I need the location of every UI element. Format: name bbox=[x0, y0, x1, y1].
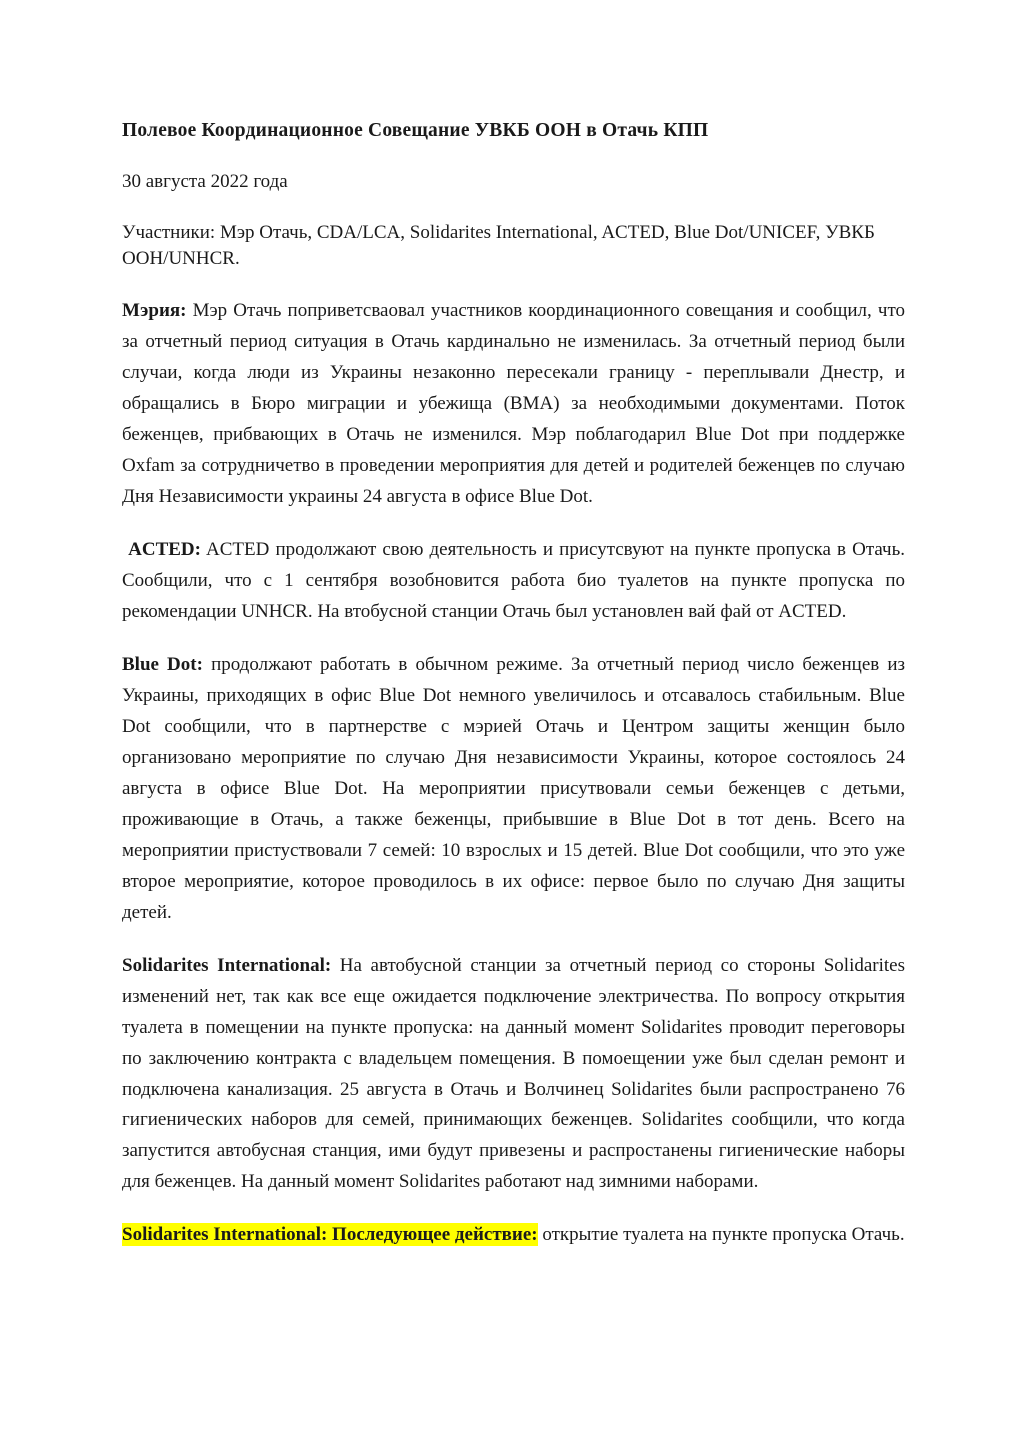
section-solidarites-followup-body: открытие туалета на пункте пропуска Отачь. bbox=[537, 1224, 905, 1246]
section-acted bbox=[122, 535, 905, 628]
section-blue-dot bbox=[122, 650, 905, 929]
section-blue-dot-body: продолжают работать в обычном режиме. За отчетный период число беженцев из Украины, приходящих в офис Blue Dot немного увеличилось и отсавалось стабильным. Blue Dot сообщили, что в партнерстве с мэрией Отачь и Центром защиты женщин было организовано мероприятие по случаю Дня независимости Украины, которое состоялось 24 августа в офисе Blue Dot. На мероприятии присутвовали семьи беженцев с детьми, проживающие в Отачь, а также беженцы, прибывшие в Blue Dot в тот день. Всего на мероприятии пристуствовали 7 семей: 10 взрослых и 15 детей. Blue Dot сообщили, что это уже второе мероприятие, которое проводилось в их офисе: первое было по случаю Дня защиты детей. bbox=[122, 653, 906, 923]
participants-line: Участники: Мэр Отачь, CDA/LCA, Solidarites International, ACTED, Blue Dot/UNICEF, УВКБ ООН/UNHCR. bbox=[122, 221, 875, 269]
meeting-date: 30 августа 2022 года bbox=[122, 171, 288, 193]
section-solidarites-body: На автобусной станции за отчетный период со стороны Solidarites изменений нет, так как все еще ожидается подключение электричества. По вопросу открытия туалета в помещении на пункте пропуска: на данный момент Solidarites проводит переговоры по заключению контракта с владельцем помещения. В помоещении уже был сделан ремонт и подключена канализация. 25 августа в Отачь и Волчинец Solidarites были распространено 76 гигиенических наборов для семей, принимающих беженцев. Solidarites сообщили, что когда запустится автобусная станция, ими будут привезены и распростанены гигиенические наборы для беженцев. На данный момент Solidarites работают над зимними наборами. bbox=[122, 954, 905, 1193]
section-solidarites-followup bbox=[122, 1220, 905, 1251]
page-title: Полевое Координационное Совещание УВКБ ООН в Отачь КПП bbox=[122, 120, 709, 141]
section-solidarites bbox=[122, 951, 905, 1199]
section-solidarites-followup-lead: Solidarites International: Последующее действие: bbox=[122, 1224, 538, 1246]
section-solidarites-lead: Solidarites International: bbox=[122, 954, 332, 976]
section-mayoralty bbox=[122, 296, 905, 513]
section-mayoralty-body: Мэр Отачь поприветсваовал участников координационного совещания и сообщил, что за отчетный период ситуация в Отачь кардинально не изменилась. За отчетный период были случаи, когда люди из Украины незаконно пересекали границу - переплывали Днестр, и обращались в Бюро миграции и убежища (ВМА) за необходимыми документами. Поток беженцев, прибвающих в Отачь не изменился. Мэр поблагодарил Blue Dot при поддержке Oxfam за сотрудничетво в проведении мероприятия для детей и родителей беженцев по случаю Дня Независимости украины 24 августа в офисе Blue Dot. bbox=[122, 300, 905, 508]
section-blue-dot-lead: Blue Dot: bbox=[122, 653, 203, 675]
section-acted-body: ACTED продолжают свою деятельность и присутсвуют на пункте пропуска в Отачь. Сообщили, что с 1 сентября возобновится работа био туалетов на пункте пропуска по рекомендации UNHCR. На втобусной станции Отачь был установлен вай фай от ACTED. bbox=[122, 539, 906, 622]
section-acted-lead: ACTED: bbox=[128, 539, 201, 561]
section-mayoralty-lead: Мэрия: bbox=[122, 300, 187, 322]
